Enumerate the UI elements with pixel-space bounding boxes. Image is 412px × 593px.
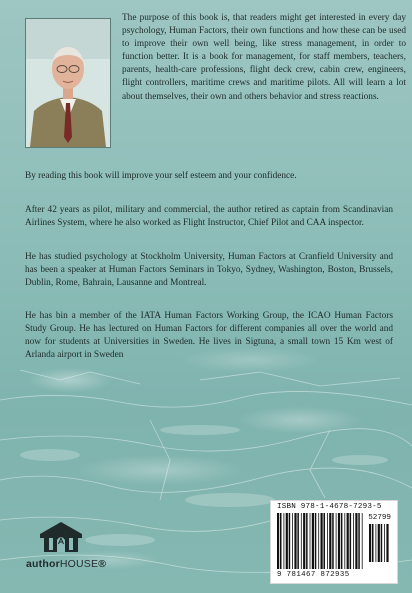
barcode-bar <box>332 513 334 569</box>
barcode-bar <box>344 513 345 569</box>
barcode-bar <box>378 524 380 562</box>
barcode-bar <box>362 513 363 569</box>
publisher-logo <box>26 520 116 570</box>
intro-text: The purpose of this book is, that readers might get interested in every day psychology, Human Factors, their own functions and how these can be used to improve their own well being, like stress management, in order to function better. It is a book for management, for staff members, teachers, parents, health-care professions, flight deck crew, cabin crew, engineers, flight controllers, maritime crews and maritime pilots. All will learn a lot about themselves, their own and others behavior and stress reactions. <box>122 13 406 102</box>
isbn-label: ISBN 978-1-4678-7293-5 <box>277 503 382 511</box>
barcode-bar <box>312 513 314 569</box>
barcode-bar <box>310 513 311 569</box>
barcode-bar <box>280 513 282 569</box>
barcode-bar <box>358 513 360 569</box>
barcode-bar <box>277 513 279 569</box>
paragraph-studies: He has studied psychology at Stockholm University, Human Factors at Cranfield University and has been a speaker at Human Factors Seminars in Tokyo, Sydney, Washington, Boston, Brussels, Dublin, Rome, Bahrain, Lausanne and Montreal. <box>25 252 393 289</box>
barcode-bar <box>294 513 296 569</box>
ean-bars <box>277 513 365 571</box>
barcode-bar <box>321 513 323 569</box>
barcode-bar <box>303 513 305 569</box>
barcode-bar <box>284 513 285 569</box>
barcode-bar <box>297 513 299 569</box>
paragraph-memberships: He has bin a member of the IATA Human Factors Working Group, the ICAO Human Factors Study Group. He has lectured on Human Factors for different companies all over the world and now for students at Universities in Sweden. He lives in Sigtuna, a small town 15 Km west of Arlanda airport in Sweden <box>25 311 393 361</box>
barcode-bar <box>386 524 388 562</box>
barcode-bar <box>355 513 357 569</box>
barcode-bar <box>347 513 349 569</box>
barcode-bar <box>327 513 328 569</box>
barcode-bar <box>384 524 385 562</box>
addon-bars <box>369 524 391 564</box>
barcode-bar <box>315 513 317 569</box>
isbn-barcode <box>270 500 398 584</box>
ean-digits: 9 781467 872935 <box>277 571 350 579</box>
barcode-bar <box>381 524 383 562</box>
price-code: 52799 <box>368 514 391 522</box>
barcode-bar <box>369 524 371 562</box>
author-photo <box>25 18 111 148</box>
authorhouse-logo-icon <box>38 520 84 554</box>
barcode-bar <box>286 513 288 569</box>
paragraph-self-esteem: By reading this book will improve your self esteem and your confidence. <box>25 171 297 181</box>
barcode-bar <box>338 513 340 569</box>
barcode-bar <box>329 513 331 569</box>
barcode-bar <box>341 513 343 569</box>
barcode-bar <box>336 513 337 569</box>
barcode-bar <box>376 524 377 562</box>
barcode-bar <box>372 524 374 562</box>
publisher-name: authorHOUSE® <box>26 558 107 570</box>
barcode-bar <box>350 513 352 569</box>
paragraph-career: After 42 years as pilot, military and commercial, the author retired as captain from Scandinavian Airlines System, where he also worked as Flight Instructor, Chief Pilot and CAA inspector. <box>25 205 393 229</box>
barcode-bar <box>289 513 291 569</box>
barcode-bar <box>306 513 308 569</box>
barcode-bar <box>318 513 319 569</box>
barcode-bar <box>301 513 302 569</box>
barcode-bar <box>324 513 326 569</box>
barcode-bar <box>353 513 354 569</box>
barcode-bar <box>292 513 293 569</box>
